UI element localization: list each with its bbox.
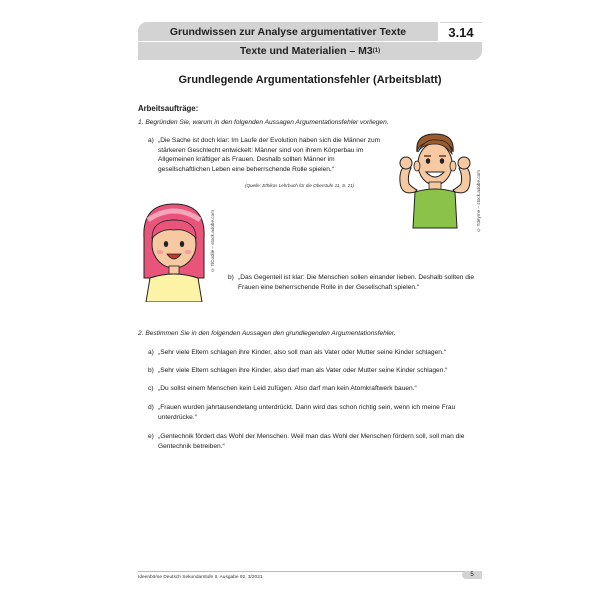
task1-instruction: 1. Begründen Sie, warum in den folgenden Aussagen Argumentationsfehler vorliegen. <box>138 119 389 126</box>
item-text: „Frauen wurden jahrtausendelang unterdrückt. Dann wird das schon richtig sein, wenn ich meine Frau unterdrücke.“ <box>158 404 456 421</box>
task2-item-a <box>148 348 482 358</box>
item-letter: b) <box>228 274 234 281</box>
subtitle-index: (1) <box>372 48 381 54</box>
item-text: „Das Gegenteil ist klar: Die Menschen sollen einander lieben. Deshalb sollten die Frauen eine beherrschende Rolle in der Gesellschaft spielen.“ <box>238 274 475 291</box>
item-letter: b) <box>148 367 154 374</box>
item-text: „Sehr viele Eltern schlagen ihre Kinder, also darf man als Vater oder Mutter seine Kinder schlagen.“ <box>158 367 448 374</box>
footer-publication: Ideenbörse Deutsch Sekundarstufe II, Ausgabe 92, 3/2021 <box>138 575 263 580</box>
task1-item-b <box>228 273 482 292</box>
item-text: „Sehr viele Eltern schlagen ihre Kinder, also soll man als Vater oder Mutter seine Kinder schlagen.“ <box>158 349 446 356</box>
item-text: „Du sollst einem Menschen kein Leid zufügen. Also darf man kein Atomkraftwerk bauen.“ <box>158 385 417 392</box>
task2-item-b <box>148 366 482 376</box>
task2-item-d <box>148 403 482 422</box>
item-letter: a) <box>148 349 154 356</box>
item-letter: a) <box>148 137 154 144</box>
section-title: Grundwissen zur Analyse argumentativer Texte <box>169 25 407 38</box>
item-letter: e) <box>148 433 154 440</box>
girl-image-credit: © TiCodile – stock.adobe.com <box>210 210 215 273</box>
item-text: „Gentechnik fördert das Wohl der Menschen. Weil man das Wohl der Menschen fördern soll, soll man die Gentechnik betreiben.“ <box>158 433 465 450</box>
task1-item-a <box>148 136 388 174</box>
task2-instruction: 2. Bestimmen Sie in den folgenden Aussagen den grundlegenden Argumentationsfehler. <box>138 330 396 337</box>
subtitle: Texte und Materialien – M3 <box>239 45 373 57</box>
task2-item-e <box>148 432 482 451</box>
tasks-label: Arbeitsaufträge: <box>138 104 199 113</box>
section-title-bar <box>138 22 438 41</box>
item-letter: c) <box>148 385 154 392</box>
item-letter: d) <box>148 404 154 411</box>
source-citation: (Quelle: Ethikos Lehrbuch für die Oberstufe 11, S. 21) <box>245 183 355 188</box>
item-text: „Die Sache ist doch klar: Im Laufe der Evolution haben sich die Männer zum stärkeren Geschlecht entwickelt: Männer sind von ihrem Körperbau im Allgemeinen kräftiger als Frauen. Deshalb sollten Männer im gesellschaftlichen Leben eine beherrschende Rolle spielen.“ <box>158 137 381 173</box>
flexing-man-illustration <box>395 130 475 230</box>
worksheet-title: Grundlegende Argumentationsfehler (Arbeitsblatt) <box>178 74 442 86</box>
page-number: 5 <box>462 571 482 579</box>
man-image-credit: © Tdeyme – stock.adobe.com <box>476 170 481 233</box>
footer-divider <box>138 571 482 572</box>
smiling-girl-illustration <box>138 198 210 302</box>
section-number: 3.14 <box>440 22 482 41</box>
task2-item-c <box>148 384 482 394</box>
subtitle-bar <box>138 42 482 60</box>
